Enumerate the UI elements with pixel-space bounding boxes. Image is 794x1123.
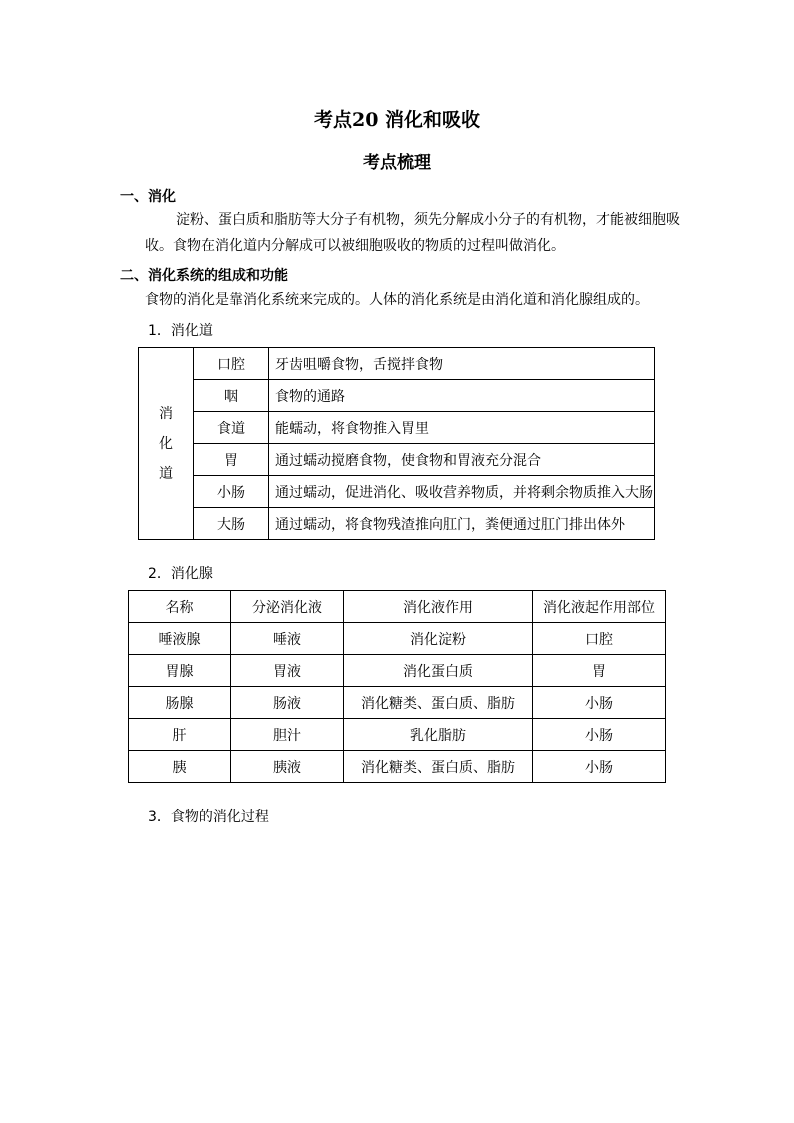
table-row bbox=[139, 380, 655, 412]
tract-organ: 咽 bbox=[194, 380, 269, 412]
tract-group-char: 化 bbox=[159, 435, 173, 452]
digestive-tract-table bbox=[138, 347, 655, 540]
digestive-gland-table bbox=[128, 590, 666, 783]
gland-effect: 消化糖类、蛋白质、脂肪 bbox=[344, 687, 533, 719]
digestion-paragraph-line1: 淀粉、蛋白质和脂肪等大分子有机物，须先分解成小分子的有机物，才能被细胞吸 bbox=[176, 212, 680, 228]
page-subtitle: 考点梳理 bbox=[363, 153, 431, 173]
tract-subheading: 1．消化道 bbox=[148, 323, 213, 339]
gland-subheading: 2．消化腺 bbox=[148, 566, 213, 582]
gland-secretion: 胰液 bbox=[231, 751, 344, 783]
tract-organ: 食道 bbox=[194, 412, 269, 444]
gland-secretion: 肠液 bbox=[231, 687, 344, 719]
section-heading-digestion: 一、消化 bbox=[120, 189, 176, 205]
table-row bbox=[139, 476, 655, 508]
gland-name: 肠腺 bbox=[129, 687, 231, 719]
table-row bbox=[129, 751, 666, 783]
column-header: 分泌消化液 bbox=[231, 591, 344, 623]
gland-name: 唾液腺 bbox=[129, 623, 231, 655]
gland-effect: 消化淀粉 bbox=[344, 623, 533, 655]
table-row bbox=[129, 719, 666, 751]
gland-site: 小肠 bbox=[533, 719, 666, 751]
process-subheading: 3．食物的消化过程 bbox=[148, 809, 269, 825]
tract-function: 能蠕动，将食物推入胃里 bbox=[269, 412, 655, 444]
page-title: 考点20 消化和吸收 bbox=[313, 109, 481, 131]
column-header: 消化液作用 bbox=[344, 591, 533, 623]
tract-group-char: 道 bbox=[159, 465, 173, 482]
gland-secretion: 胆汁 bbox=[231, 719, 344, 751]
table-row bbox=[139, 412, 655, 444]
tract-group-char: 消 bbox=[159, 405, 173, 422]
table-row bbox=[139, 444, 655, 476]
gland-name: 胰 bbox=[129, 751, 231, 783]
tract-function: 牙齿咀嚼食物，舌搅拌食物 bbox=[269, 348, 655, 380]
gland-site: 胃 bbox=[533, 655, 666, 687]
column-header: 消化液起作用部位 bbox=[533, 591, 666, 623]
table-row bbox=[129, 655, 666, 687]
gland-effect: 消化蛋白质 bbox=[344, 655, 533, 687]
system-paragraph: 食物的消化是靠消化系统来完成的。人体的消化系统是由消化道和消化腺组成的。 bbox=[145, 292, 649, 308]
gland-site: 口腔 bbox=[533, 623, 666, 655]
tract-group-label bbox=[139, 348, 194, 540]
table-row bbox=[139, 348, 655, 380]
digestion-paragraph-line2: 收。食物在消化道内分解成可以被细胞吸收的物质的过程叫做消化。 bbox=[145, 238, 565, 254]
tract-organ: 胃 bbox=[194, 444, 269, 476]
tract-function: 通过蠕动，促进消化、吸收营养物质，并将剩余物质推入大肠 bbox=[269, 476, 655, 508]
gland-site: 小肠 bbox=[533, 687, 666, 719]
tract-function: 食物的通路 bbox=[269, 380, 655, 412]
table-header-row bbox=[129, 591, 666, 623]
table-row bbox=[139, 508, 655, 540]
column-header: 名称 bbox=[129, 591, 231, 623]
tract-organ: 口腔 bbox=[194, 348, 269, 380]
gland-effect: 消化糖类、蛋白质、脂肪 bbox=[344, 751, 533, 783]
table-row bbox=[129, 623, 666, 655]
tract-organ: 大肠 bbox=[194, 508, 269, 540]
tract-organ: 小肠 bbox=[194, 476, 269, 508]
gland-secretion: 唾液 bbox=[231, 623, 344, 655]
gland-site: 小肠 bbox=[533, 751, 666, 783]
tract-function: 通过蠕动，将食物残渣推向肛门，粪便通过肛门排出体外 bbox=[269, 508, 655, 540]
tract-function: 通过蠕动搅磨食物，使食物和胃液充分混合 bbox=[269, 444, 655, 476]
section-heading-system: 二、消化系统的组成和功能 bbox=[120, 268, 288, 284]
gland-secretion: 胃液 bbox=[231, 655, 344, 687]
gland-name: 胃腺 bbox=[129, 655, 231, 687]
gland-name: 肝 bbox=[129, 719, 231, 751]
gland-effect: 乳化脂肪 bbox=[344, 719, 533, 751]
table-row bbox=[129, 687, 666, 719]
